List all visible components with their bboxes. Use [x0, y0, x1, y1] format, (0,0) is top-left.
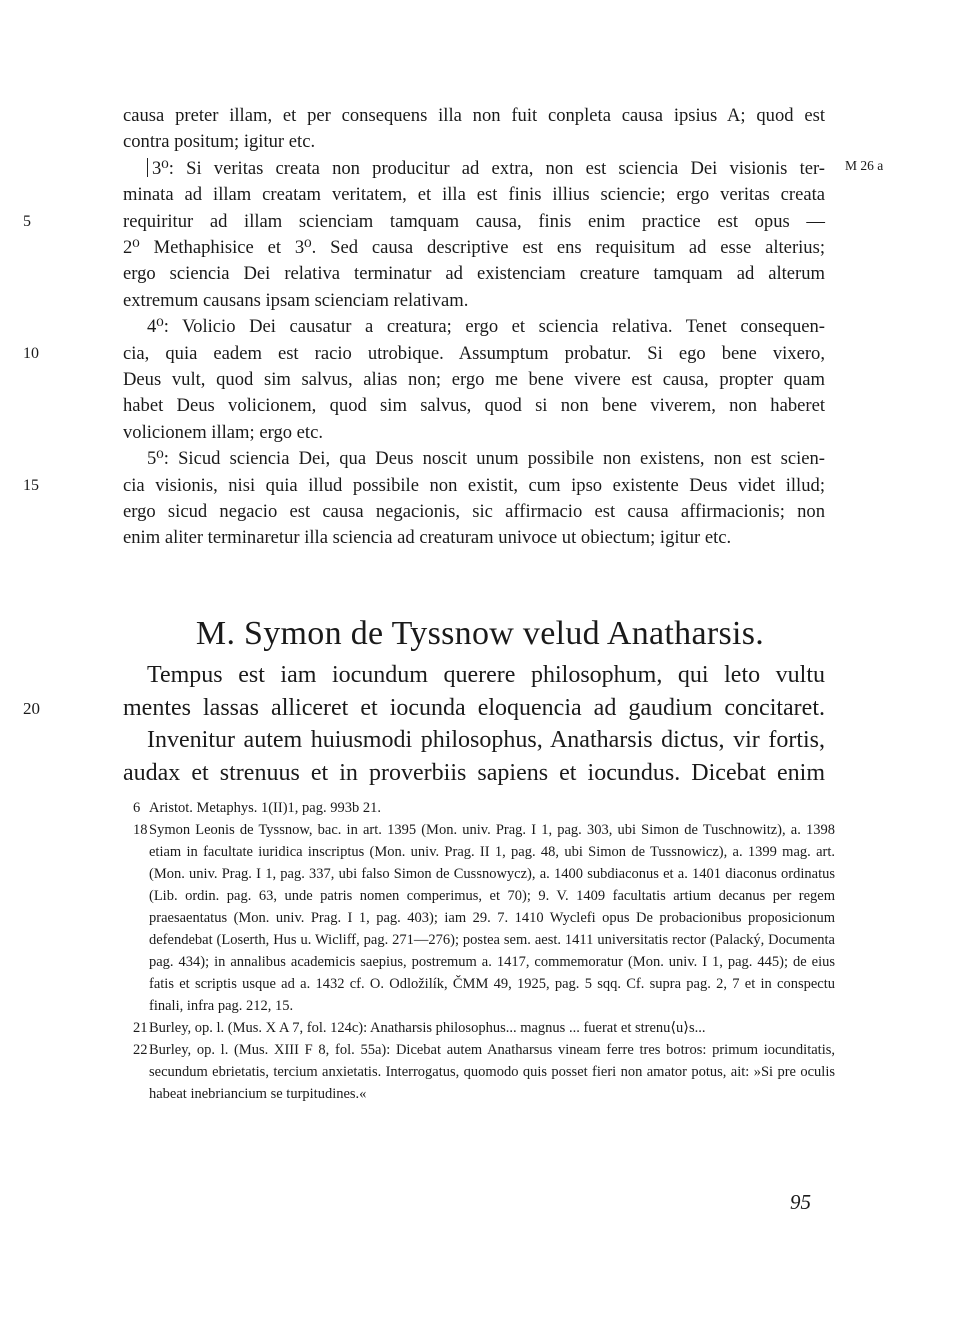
line-text: requiritur ad illam scienciam tamquam causa, finis enim practice est opus — — [123, 210, 825, 232]
line-text: ergo sicud negacio est causa negacionis, sic affirmacio est causa affirmacionis; non — [123, 501, 825, 522]
folio-break-mark — [147, 158, 148, 177]
text-line — [123, 393, 825, 419]
footnotes — [123, 797, 835, 1105]
text-line — [23, 473, 825, 499]
line-text: mentes lassas alliceret et iocunda eloquencia ad gaudium concitaret. — [123, 694, 825, 721]
line-text: volicionem illam; ergo etc. — [123, 421, 324, 443]
text-line — [123, 725, 825, 756]
text-line — [123, 367, 825, 393]
line-text: 2⁰ Methaphisice et 3⁰. Sed causa descriptive est ens requisitum ad esse alterius; — [123, 237, 825, 258]
footnote-text: Burley, op. l. (Mus. X A 7, fol. 124c): Anatharsis philosophus... magnus ... fuerat et strenu⟨u⟩s... — [149, 1020, 706, 1036]
line-text: Tempus est iam iocundum querere philosophum, qui leto vultu — [147, 662, 825, 688]
text-line — [123, 156, 825, 182]
line-number: 10 — [23, 344, 39, 362]
footnote — [123, 1017, 835, 1039]
text-line — [123, 182, 825, 208]
line-text: causa preter illam, et per consequens illa non fuit conpleta causa ipsius A; quod est — [123, 105, 825, 126]
footnote-line-ref: 21 — [133, 1020, 148, 1036]
text-line — [23, 693, 825, 724]
text-line — [23, 341, 825, 367]
line-text: contra positum; igitur etc. — [123, 131, 316, 153]
line-text: cia, quia eadem est racio utrobique. Assumptum probatur. Si ego bene vixero, — [123, 342, 825, 364]
text-line — [123, 499, 825, 525]
line-number: 5 — [23, 212, 31, 230]
text-line — [123, 103, 825, 129]
text-line — [123, 129, 825, 155]
line-number: 15 — [23, 476, 39, 494]
line-text: ergo sciencia Dei relativa terminatur ad existenciam creature tamquam ad alterum — [123, 263, 825, 285]
line-text: habet Deus volicionem, quod sim salvus, quod si non bene viverem, non haberet — [123, 395, 825, 417]
text-line — [123, 446, 825, 472]
footnote — [123, 1039, 835, 1105]
text-line — [123, 660, 825, 691]
line-number: 20 — [23, 698, 40, 718]
line-text: minata ad illam creatam veritatem, et illa est finis illius sciencie; ergo veritas creata — [123, 184, 825, 206]
page-number: 95 — [790, 1190, 811, 1214]
footnote-text: Burley, op. l. (Mus. XIII F 8, fol. 55a): Dicebat autem Anatharsus vineam ferre tres botros: primum iocunditatis, secundum ebrietatis, tercium anxietatis. Interrogatus, quomodo quis posset fieri non amator potus, ait: »Si pre oculis habeat inebriancium se turpitudines.« — [149, 1042, 835, 1102]
footnote-line-ref: 22 — [133, 1042, 148, 1058]
text-line — [123, 261, 825, 287]
section-heading: M. Symon de Tyssnow velud Anatharsis. — [195, 615, 765, 652]
text-line — [123, 420, 825, 446]
footnote-line-ref: 6 — [133, 800, 141, 816]
line-text: enim aliter terminaretur illa sciencia ad creaturam univoce ut obiectum; igitur etc. — [123, 527, 732, 549]
text-line — [123, 314, 825, 340]
margin-reference: M 26 a — [845, 158, 884, 173]
line-text: 3⁰: Si veritas creata non producitur ad extra, non est sciencia Dei visionis ter- — [152, 157, 825, 179]
line-text: 4⁰: Volicio Dei causatur a creatura; ergo et sciencia relativa. Tenet consequen- — [147, 316, 825, 338]
line-text: 5⁰: Sicud sciencia Dei, qua Deus noscit unum possibile non existens, non est scien- — [147, 448, 825, 470]
footnote — [123, 819, 835, 1017]
footnote — [123, 797, 835, 819]
footnote-line-ref: 18 — [133, 822, 148, 838]
text-line — [23, 209, 825, 235]
text-line — [123, 288, 825, 314]
text-line — [123, 235, 825, 261]
text-line — [123, 525, 825, 551]
line-text: Deus vult, quod sim salvus, alias non; ergo me bene vivere est causa, propter quam — [123, 369, 825, 390]
line-text: Invenitur autem huiusmodi philosophus, Anatharsis dictus, vir fortis, — [147, 727, 825, 753]
footnote-text: Aristot. Metaphys. 1(II)1, pag. 993b 21. — [149, 800, 381, 816]
line-text: extremum causans ipsam scienciam relativam. — [123, 289, 469, 311]
line-text: cia visionis, nisi quia illud possibile non existit, cum ipso existente Deus videt illud; — [123, 474, 825, 496]
text-line — [123, 758, 825, 789]
line-text: audax et strenuus et in proverbiis sapiens et iocundus. Dicebat enim — [123, 759, 825, 786]
footnote-text: Symon Leonis de Tyssnow, bac. in art. 1395 (Mon. univ. Prag. I 1, pag. 303, ubi Simon de Tuschnowitz), a. 1398 etiam in facultate iuridica inscriptus (Mon. univ. Prag. II 1, pag. 48, ubi Simon de Tussnowicz), a. 1399 mag. art. (Mon. univ. Prag. I 1, pag. 337, ubi falso Simon de Cussnowycz), a. 1400 subdiaconus et a. 1401 diaconus ordinatus (Lib. ordin. pag. 63, unde patris nomen comperimus, et 70); 9. V. 1409 facultatis artium decanus per regem praesaentatus (Mon. univ. Prag. I 1, pag. 403); iam 29. 7. 1410 Wyclefi opus De probacionibus proposicionum defendebat (Loserth, Hus u. Wicliff, pag. 271—276); postea sem. aest. 1411 universitatis rector (Palacký, Documenta pag. 434); in annalibus academicis saepius, postremum a. 1417, commemoratur (Mon. univ. I 1, pag. 445); de eius fatis et scriptis usque ad a. 1432 cf. O. Odložilík, ČMM 49, 1925, pag. 5 sqq. Cf. supra pag. 2, 7 et in conspectu finali, infra pag. 212, 15. — [149, 822, 835, 1014]
